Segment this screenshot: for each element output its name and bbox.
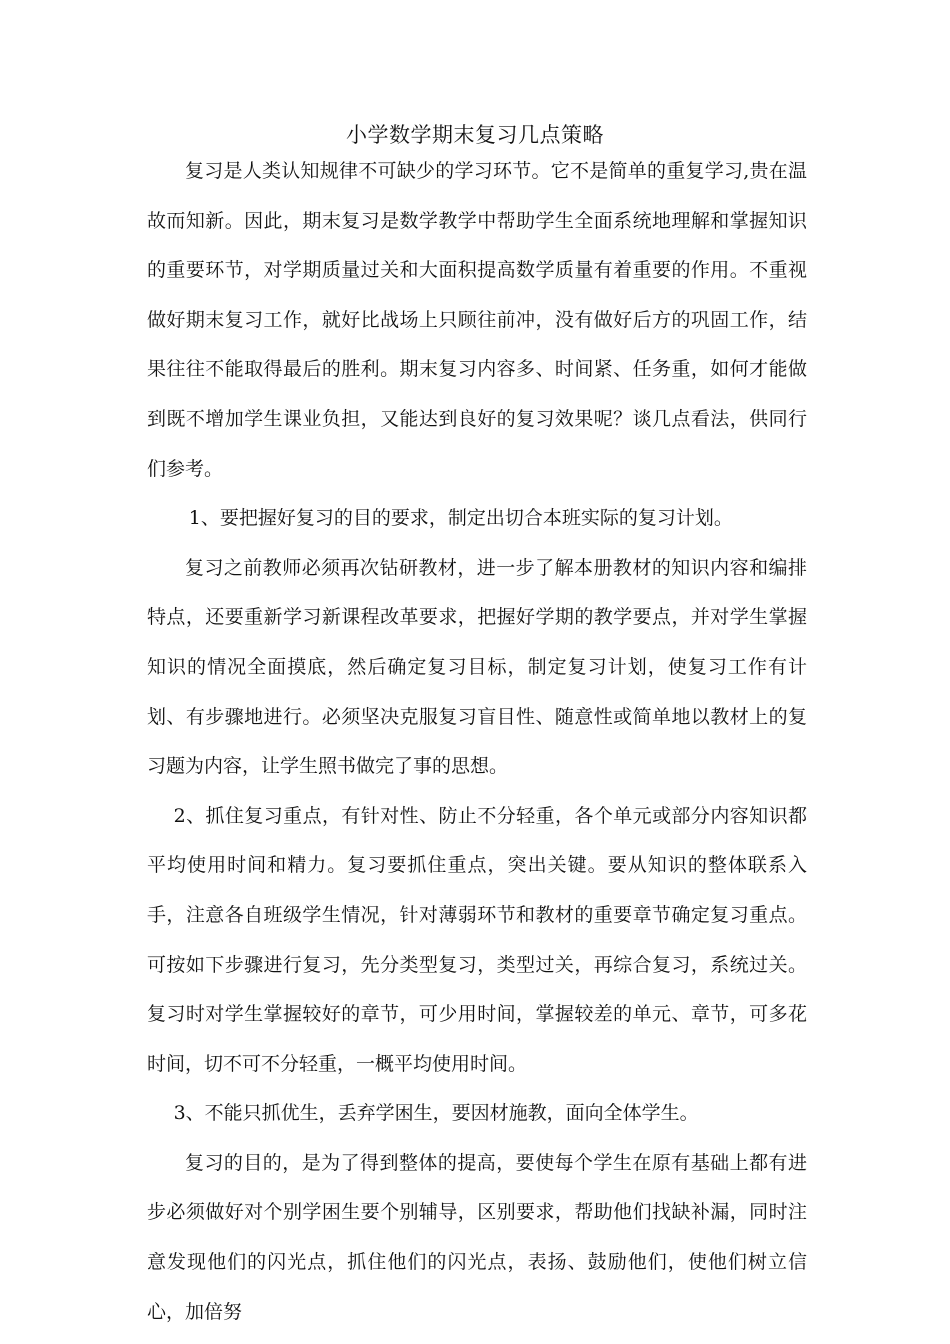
document-title: 小学数学期末复习几点策略	[346, 123, 604, 147]
section-3-paragraph: 复习的目的，是为了得到整体的提高，要使每个学生在原有基础上都有进步必须做好对个别学困生要个别辅导，区别要求，帮助他们找缺补漏，同时注意发现他们的闪光点，抓住他们的闪光点，表扬、鼓励他们，使他们树立信心，加倍努	[147, 1151, 807, 1323]
intro-paragraph: 复习是人类认知规律不可缺少的学习环节。它不是简单的重复学习,贵在温故而知新。因此，期末复习是数学教学中帮助学生全面系统地理解和掌握知识的重要环节，对学期质量过关和大面积提高数学质量有着重要的作用。不重视做好期末复习工作，就好比战场上只顾往前冲，没有做好后方的巩固工作，结果往往不能取得最后的胜利。期末复习内容多、时间紧、任务重，如何才能做到既不增加学生课业负担，又能达到良好的复习效果呢？谈几点看法，供同行们参考。	[147, 160, 807, 480]
section-heading-3: 3、不能只抓优生，丢弃学困生，要因材施教，面向全体学生。	[173, 1102, 699, 1125]
section-heading-1: 1、要把握好复习的目的要求，制定出切合本班实际的复习计划。	[188, 507, 733, 530]
document-body	[147, 147, 807, 1337]
section-1-paragraph: 复习之前教师必须再次钻研教材，进一步了解本册教材的知识内容和编排特点，还要重新学习新课程改革要求，把握好学期的教学要点，并对学生掌握知识的情况全面摸底，然后确定复习目标，制定复习计划，使复习工作有计划、有步骤地进行。必须坚决克服复习盲目性、随意性或简单地以教材上的复习题为内容，让学生照书做完了事的思想。	[147, 556, 807, 778]
section-2-paragraph: 2、抓住复习重点，有针对性、防止不分轻重，各个单元或部分内容知识都平均使用时间和精力。复习要抓住重点，突出关键。要从知识的整体联系入手，注意各自班级学生情况，针对薄弱环节和教材的重要章节确定复习重点。可按如下步骤进行复习，先分类型复习，类型过关，再综合复习，系统过关。复习时对学生掌握较好的章节，可少用时间，掌握较差的单元、章节，可多花时间，切不可不分轻重，一概平均使用时间。	[147, 804, 807, 1075]
